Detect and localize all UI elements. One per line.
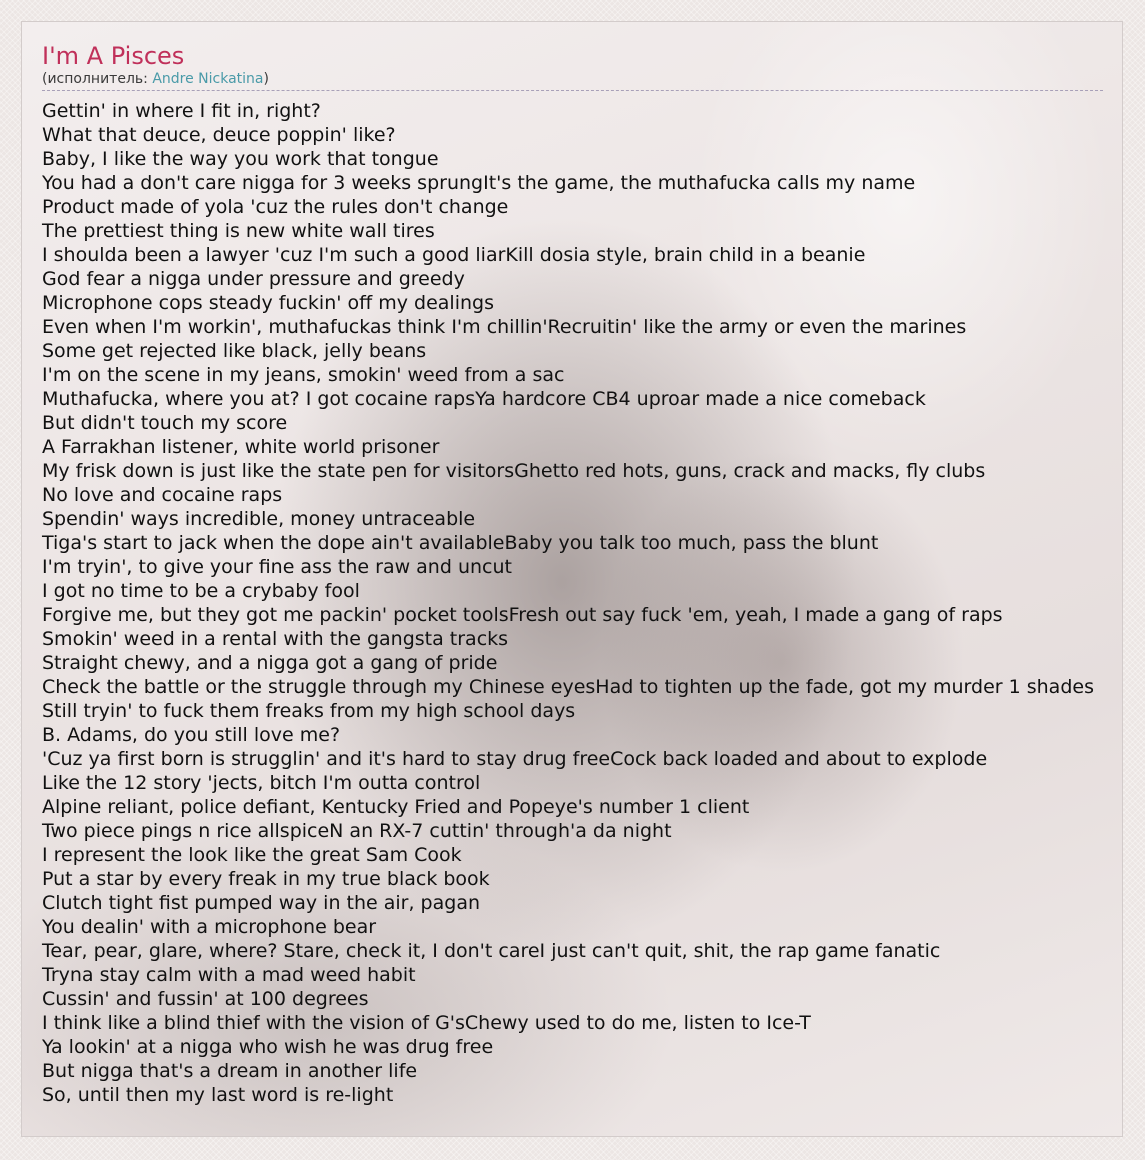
lyric-line: Like the 12 story 'jects, bitch I'm outta control	[42, 772, 481, 794]
lyrics-body	[42, 99, 1102, 1107]
lyric-line: Some get rejected like black, jelly beans	[42, 340, 427, 362]
lyric-line: Tryna stay calm with a mad weed habit	[42, 964, 416, 986]
lyric-line: I shoulda been a lawyer 'cuz I'm such a good liarKill dosia style, brain child in a beanie	[42, 244, 866, 266]
artist-suffix: )	[263, 71, 269, 87]
lyric-line: God fear a nigga under pressure and greedy	[42, 268, 465, 290]
lyric-line: So, until then my last word is re-light	[42, 1084, 394, 1106]
lyric-line: Even when I'm workin', muthafuckas think I'm chillin'Recruitin' like the army or even the marines	[42, 316, 967, 338]
lyric-line: Straight chewy, and a nigga got a gang of pride	[42, 652, 498, 674]
lyric-line: I'm tryin', to give your fine ass the raw and uncut	[42, 556, 512, 578]
lyric-line: Alpine reliant, police defiant, Kentucky Fried and Popeye's number 1 client	[42, 796, 750, 818]
lyric-line: Gettin' in where I fit in, right?	[42, 100, 321, 122]
lyric-line: 'Cuz ya first born is strugglin' and it's hard to stay drug freeCock back loaded and about to explode	[42, 748, 988, 770]
lyric-line: You had a don't care nigga for 3 weeks sprungIt's the game, the muthafucka calls my name	[42, 172, 916, 194]
lyric-line: Tear, pear, glare, where? Stare, check it, I don't careI just can't quit, shit, the rap game fanatic	[42, 940, 941, 962]
lyrics-content	[42, 42, 1102, 1107]
lyric-line: Put a star by every freak in my true black book	[42, 868, 490, 890]
lyric-line: Forgive me, but they got me packin' pocket toolsFresh out say fuck 'em, yeah, I made a gang of raps	[42, 604, 1003, 626]
lyric-line: B. Adams, do you still love me?	[42, 724, 341, 746]
lyric-line: The prettiest thing is new white wall tires	[42, 220, 435, 242]
lyric-line: Microphone cops steady fuckin' off my dealings	[42, 292, 494, 314]
lyric-line: Smokin' weed in a rental with the gangsta tracks	[42, 628, 509, 650]
lyric-line: I got no time to be a crybaby fool	[42, 580, 360, 602]
lyric-line: Two piece pings n rice allspiceN an RX-7 cuttin' through'a da night	[42, 820, 672, 842]
lyric-line: No love and cocaine raps	[42, 484, 283, 506]
lyric-line: You dealin' with a microphone bear	[42, 916, 377, 938]
lyric-line: Ya lookin' at a nigga who wish he was drug free	[42, 1036, 494, 1058]
lyric-line: What that deuce, deuce poppin' like?	[42, 124, 396, 146]
lyric-line: Product made of yola 'cuz the rules don't change	[42, 196, 509, 218]
artist-prefix: (исполнитель:	[42, 71, 153, 87]
lyric-line: Still tryin' to fuck them freaks from my high school days	[42, 700, 576, 722]
lyric-line: I think like a blind thief with the vision of G'sChewy used to do me, listen to Ice-T	[42, 1012, 811, 1034]
lyric-line: A Farrakhan listener, white world prisoner	[42, 436, 440, 458]
lyric-line: Check the battle or the struggle through my Chinese eyesHad to tighten up the fade, got my murder 1 shades	[42, 676, 1094, 698]
lyric-line: But didn't touch my score	[42, 412, 288, 434]
lyric-line: Spendin' ways incredible, money untraceable	[42, 508, 476, 530]
lyric-line: Cussin' and fussin' at 100 degrees	[42, 988, 369, 1010]
lyrics-card	[21, 21, 1123, 1137]
lyric-line: Baby, I like the way you work that tongue	[42, 148, 439, 170]
song-title: I'm A Pisces	[42, 42, 185, 70]
lyric-line: But nigga that's a dream in another life	[42, 1060, 418, 1082]
lyric-line: Muthafucka, where you at? I got cocaine rapsYa hardcore CB4 uproar made a nice comeback	[42, 388, 926, 410]
lyric-line: I represent the look like the great Sam Cook	[42, 844, 462, 866]
lyric-line: Tiga's start to jack when the dope ain't availableBaby you talk too much, pass the blunt	[42, 532, 879, 554]
lyric-line: My frisk down is just like the state pen for visitorsGhetto red hots, guns, crack and macks, fly clubs	[42, 460, 986, 482]
lyric-line: I'm on the scene in my jeans, smokin' weed from a sac	[42, 364, 565, 386]
lyric-line: Clutch tight fist pumped way in the air, pagan	[42, 892, 481, 914]
artist-link[interactable]: Andre Nickatina	[152, 71, 264, 87]
artist-line	[42, 70, 1103, 91]
